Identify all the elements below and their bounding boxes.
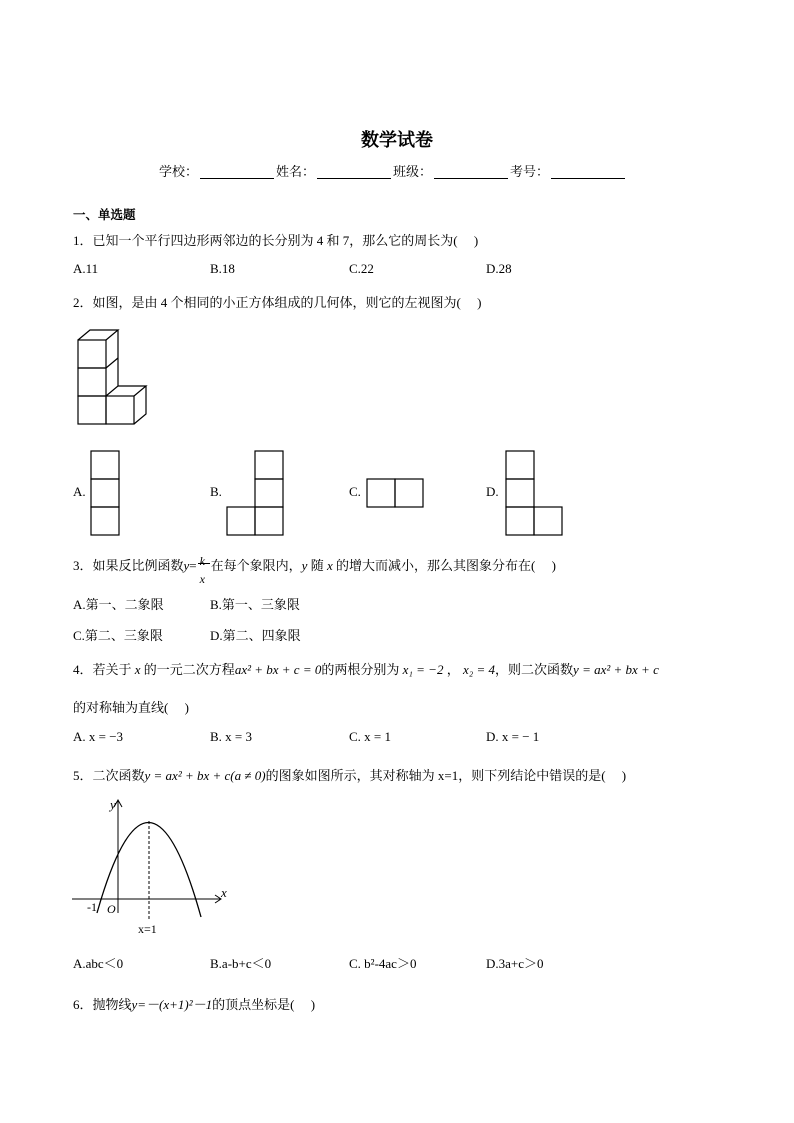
q5-option-b[interactable]: B.a-b+c＜0	[210, 956, 272, 971]
graph-y-label: y	[110, 797, 116, 812]
q1-option-a[interactable]: A.11	[73, 261, 99, 276]
number-blank[interactable]	[551, 166, 625, 179]
class-label: 班级：	[393, 164, 433, 179]
graph-axis-label: x=1	[138, 922, 157, 936]
parabola-graph	[70, 795, 235, 937]
q2-option-d-figure[interactable]	[504, 449, 564, 537]
q5-option-a[interactable]: A.abc＜0	[73, 956, 124, 971]
q4-option-c[interactable]: C. x = 1	[349, 729, 392, 744]
graph-x-label: x	[221, 885, 227, 900]
root-1: x₁ = −2	[402, 662, 444, 677]
root-2: x₂ = 4	[462, 662, 496, 677]
q1-option-c[interactable]: C.22	[349, 261, 374, 276]
q3-option-b[interactable]: B.第一、三象限	[210, 597, 300, 612]
section-heading: 一、单选题	[73, 208, 136, 222]
q4-option-a[interactable]: A. x = −3	[73, 729, 124, 744]
graph-neg-one-label: -1	[87, 900, 97, 914]
question-4-line-1: 4．若关于 x 的一元二次方程ax² + bx + c = 0的两根分别为 x₁ = −2 ， x₂ = 4，则二次函数y = ax² + bx + c	[73, 662, 659, 677]
q2-option-b-figure[interactable]	[225, 449, 285, 537]
school-blank[interactable]	[200, 166, 274, 179]
quadratic-function: y = ax² + bx + c	[573, 662, 659, 677]
q2-option-b[interactable]: B.	[210, 484, 222, 499]
school-label: 学校：	[159, 164, 199, 179]
q2-option-c[interactable]: C.	[349, 484, 361, 499]
question-3-text: 3．如果反比例函数y= k x 在每个象限内，y 随 x 的增大而减小，那么其图象分布在( )	[73, 550, 556, 582]
name-label: 姓名：	[276, 164, 316, 179]
number-label: 考号：	[510, 164, 550, 179]
name-blank[interactable]	[317, 166, 391, 179]
class-blank[interactable]	[434, 166, 508, 179]
question-5-text: 5．二次函数y = ax² + bx + c(a ≠ 0)的图象如图所示，其对称轴为 x=1，则下列结论中错误的是( )	[73, 768, 627, 783]
student-info-line	[159, 161, 627, 180]
q3-option-a[interactable]: A.第一、二象限	[73, 597, 164, 612]
question-4-line-2: 的对称轴为直线( )	[73, 700, 189, 715]
q1-option-b[interactable]: B.18	[210, 261, 235, 276]
graph-origin-label: O	[107, 902, 116, 916]
q6-function: y=－(x+1)²－1	[131, 997, 213, 1012]
q1-option-d[interactable]: D.28	[486, 261, 512, 276]
question-2-text: 2．如图，是由 4 个相同的小正方体组成的几何体，则它的左视图为( )	[73, 295, 482, 310]
q2-option-a-figure[interactable]	[89, 449, 121, 537]
q5-option-c[interactable]: C. b²-4ac＞0	[349, 956, 417, 971]
q4-option-b[interactable]: B. x = 3	[210, 729, 253, 744]
q3-option-c[interactable]: C.第二、三象限	[73, 628, 163, 643]
question-6-text: 6．抛物线y=－(x+1)²－1的顶点坐标是( )	[73, 997, 316, 1012]
page-title: 数学试卷	[361, 130, 433, 151]
q3-option-d[interactable]: D.第二、四象限	[210, 628, 301, 643]
quadratic-equation: ax² + bx + c = 0	[234, 662, 322, 677]
cube-solid-figure	[74, 326, 154, 426]
q2-option-c-figure[interactable]	[365, 477, 425, 509]
fraction-k-over-x: k x	[198, 550, 210, 580]
q4-option-d[interactable]: D. x = − 1	[486, 729, 540, 744]
q5-option-d[interactable]: D.3a+c＞0	[486, 956, 544, 971]
q2-option-a[interactable]: A.	[73, 484, 86, 499]
q2-option-d[interactable]: D.	[486, 484, 499, 499]
q5-function: y = ax² + bx + c(a ≠ 0)	[144, 768, 266, 783]
question-1-text: 1．已知一个平行四边形两邻边的长分别为 4 和 7，那么它的周长为( )	[73, 233, 479, 248]
